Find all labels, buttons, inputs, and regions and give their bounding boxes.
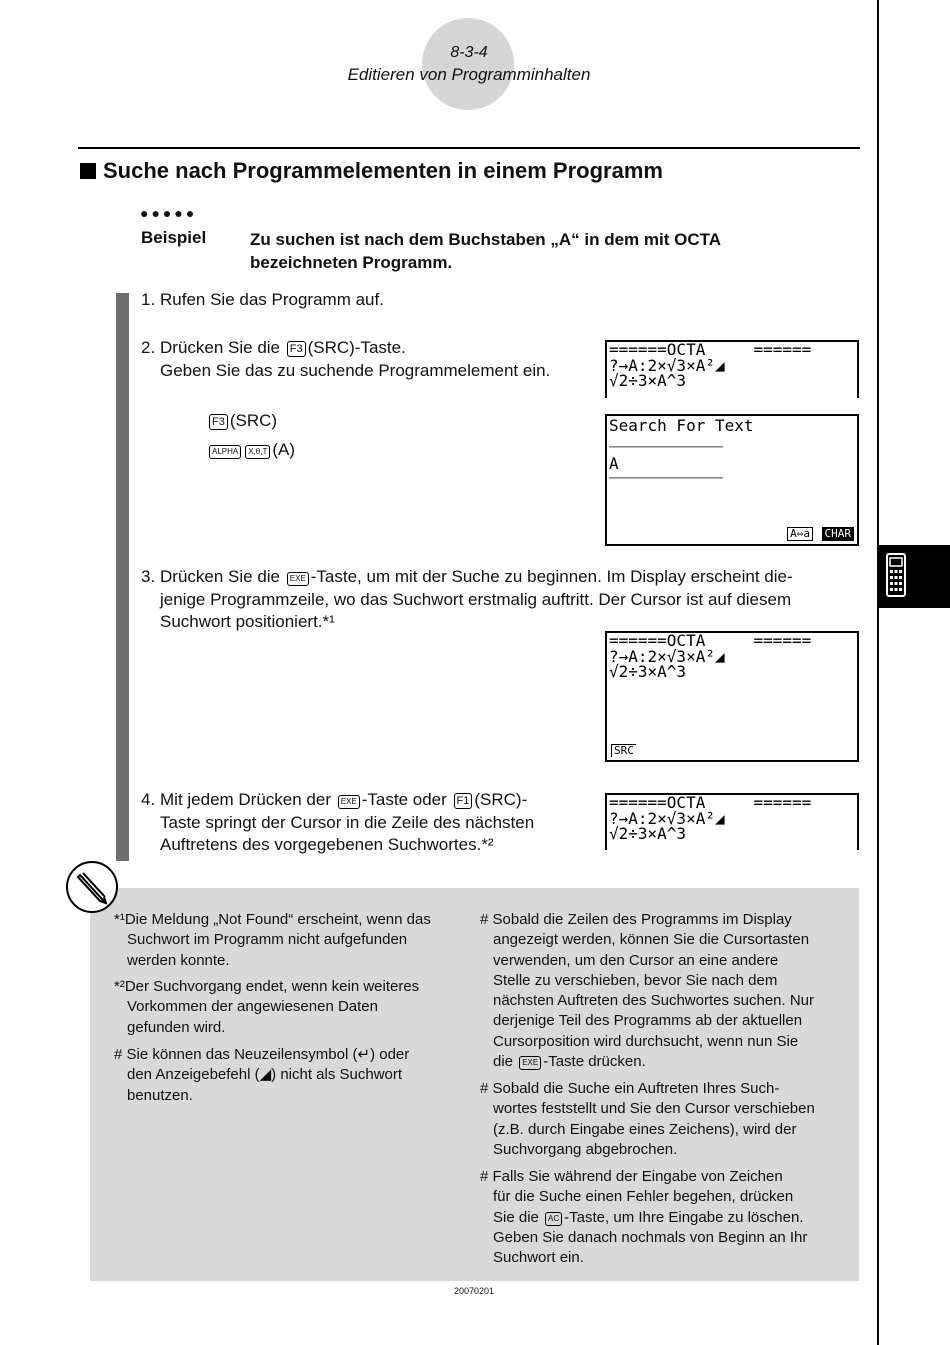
- header-circle: [422, 18, 514, 110]
- f1-key-icon: F1: [454, 793, 473, 809]
- calculator-keys-icon: [888, 555, 904, 595]
- pencil-icon: [66, 861, 118, 913]
- section-title: Suche nach Programmelementen in einem Programm: [80, 158, 663, 184]
- ac-key-icon: AC: [545, 1212, 562, 1226]
- example-label: Beispiel: [141, 228, 207, 247]
- example-text: Zu suchen ist nach dem Buchstaben „A“ in dem mit OCTA bezeichneten Programm.: [250, 230, 722, 272]
- calculator-screen-4: ======OCTA ====== ?→A:2×√3×A²◢ √2÷3×A^3: [605, 793, 859, 850]
- newline-symbol-icon: ↵: [357, 1046, 371, 1063]
- page-number: 8-3-4: [450, 44, 488, 61]
- case-toggle-tab: A⇔a: [787, 527, 813, 541]
- step-4: 4. Mit jedem Drücken der EXE -Taste oder F1 (SRC)- Taste springt der Cursor in die Zeile des nächsten Auftretens des vorgegebenen Suchwortes.*²: [141, 790, 535, 854]
- note-3: # Sie können das Neuzeilensymbol (↵) oder den Anzeigebefehl (◢) nicht als Suchwort benutzen.: [114, 1046, 410, 1104]
- f3-key-icon: F3: [287, 341, 306, 357]
- note-5: # Sobald die Suche ein Auftreten Ihres Such- wortes feststellt und Sie den Cursor verschieben (z.B. durch Eingabe eines Zeichens), wird der Suchvorgang abgebrochen.: [480, 1080, 815, 1158]
- calculator-screen-3: ======OCTA ====== ?→A:2×√3×A²◢ √2÷3×A^3 SRC: [605, 631, 859, 762]
- step-3: 3. Drücken Sie die EXE -Taste, um mit der Suche zu beginnen. Im Display erscheint die- jenige Programmzeile, wo das Suchwort erstmalig auftritt. Der Cursor ist auf diesem Suchwort positioniert.*¹: [141, 567, 793, 631]
- calculator-screen-2: Search For Text ───────────────────── A ───────────────────── A⇔a CHAR: [605, 414, 859, 546]
- f3-key-icon: F3: [209, 414, 228, 430]
- char-tab: CHAR: [822, 527, 855, 541]
- note-2: *²Der Suchvorgang endet, wenn kein weiteres Vorkommen der angewiesenen Daten gefunden wird.: [114, 978, 420, 1036]
- x-theta-t-key-icon: X,θ,T: [245, 445, 270, 459]
- calculator-screen-1: ======OCTA ====== ?→A:2×√3×A²◢ √2÷3×A^3: [605, 340, 859, 398]
- src-tab: SRC: [611, 744, 636, 757]
- right-margin-rule: [877, 0, 879, 1345]
- calculator-icon: [886, 553, 906, 597]
- square-bullet-icon: [80, 163, 96, 179]
- exe-key-icon: EXE: [338, 795, 360, 809]
- section-rule: [78, 147, 860, 149]
- page-header-title: Editieren von Programminhalten: [347, 65, 591, 84]
- exe-key-icon: EXE: [287, 572, 309, 586]
- footer-code: 20070201: [453, 1286, 495, 1296]
- note-6: # Falls Sie während der Eingabe von Zeichen für die Suche einen Fehler begehen, drücken Sie die AC -Taste, um Ihre Eingabe zu löschen. Geben Sie danach nochmals von Beginn an Ihr Suchwort ein.: [480, 1168, 808, 1267]
- key-sequence-src: F3 (SRC): [207, 410, 277, 433]
- example-dots: ●●●●●: [140, 205, 198, 221]
- step-2: 2. Drücken Sie die F3 (SRC)-Taste. Geben Sie das zu suchende Programmelement ein.: [141, 338, 551, 380]
- alpha-key-icon: ALPHA: [209, 445, 241, 459]
- note-1: *¹Die Meldung „Not Found“ erscheint, wenn das Suchwort im Programm nicht aufgefunden werden konnte.: [114, 911, 431, 969]
- step-1: 1. Rufen Sie das Programm auf.: [141, 290, 384, 309]
- key-sequence-a: ALPHA X,θ,T (A): [207, 439, 295, 462]
- exe-key-icon: EXE: [519, 1056, 541, 1070]
- procedure-bar: [116, 293, 129, 861]
- note-4: # Sobald die Zeilen des Programms im Display angezeigt werden, können Sie die Cursortasten verwenden, um den Cursor an eine andere Stelle zu verschieben, bevor Sie nach dem nächsten Auftreten des Suchwortes suchen. Nur derjenige Teil des Programms ab der aktuellen Cursorposition wird durchsucht, wenn nun Sie die EXE -Taste drücken.: [480, 911, 815, 1071]
- display-command-icon: ◢: [259, 1066, 272, 1084]
